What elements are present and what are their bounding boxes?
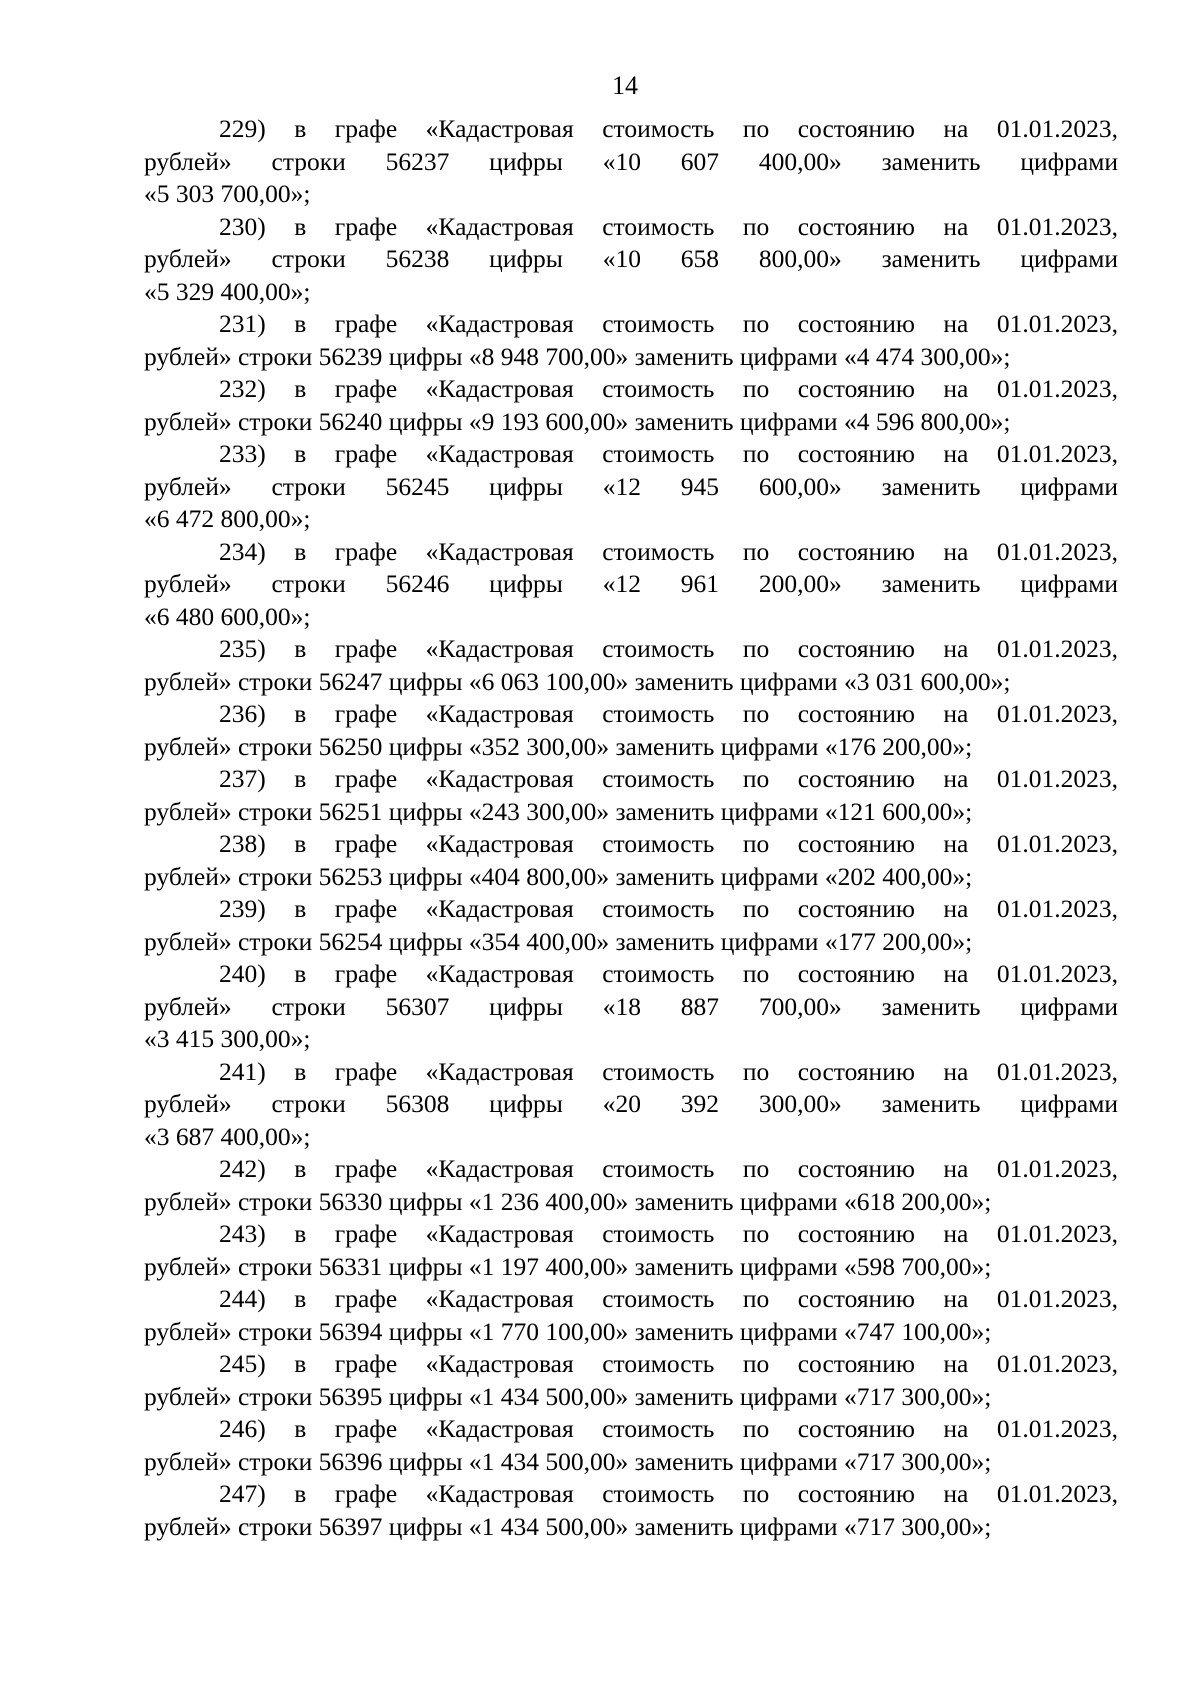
item-line: рублей» строки 56250 цифры «352 300,00» заменить цифрами «176 200,00»; bbox=[144, 731, 973, 761]
amendment-item bbox=[144, 113, 1118, 211]
item-first-line: 247) в графе «Кадастровая стоимость по состоянию на 01.01.2023, bbox=[219, 1479, 1118, 1508]
item-first-line: 236) в графе «Кадастровая стоимость по состоянию на 01.01.2023, bbox=[219, 699, 1118, 728]
amendment-item bbox=[144, 1283, 1118, 1348]
amendment-item bbox=[144, 438, 1118, 536]
amendment-item bbox=[144, 373, 1118, 438]
item-line: «6 472 800,00»; bbox=[144, 504, 311, 533]
item-first-line: 234) в графе «Кадастровая стоимость по состоянию на 01.01.2023, bbox=[219, 536, 1118, 566]
item-first-line: 242) в графе «Кадастровая стоимость по состоянию на 01.01.2023, bbox=[219, 1154, 1118, 1183]
item-line: рублей» строки 56239 цифры «8 948 700,00» заменить цифрами «4 474 300,00»; bbox=[144, 341, 1011, 371]
page-number: 14 bbox=[612, 71, 638, 100]
item-first-line: 233) в графе «Кадастровая стоимость по состоянию на 01.01.2023, bbox=[219, 439, 1118, 468]
item-line: рублей» строки 56395 цифры «1 434 500,00» заменить цифрами «717 300,00»; bbox=[144, 1381, 992, 1411]
item-line: рублей» строки 56308 цифры «20 392 300,00» заменить цифрами bbox=[144, 1089, 1118, 1118]
item-line: рублей» строки 56331 цифры «1 197 400,00» заменить цифрами «598 700,00»; bbox=[144, 1251, 992, 1281]
item-line: «3 687 400,00»; bbox=[144, 1121, 311, 1151]
amendment-item bbox=[144, 1153, 1118, 1218]
amendment-item bbox=[144, 1348, 1118, 1413]
item-line: рублей» строки 56397 цифры «1 434 500,00» заменить цифрами «717 300,00»; bbox=[144, 1511, 992, 1541]
item-line: рублей» строки 56396 цифры «1 434 500,00» заменить цифрами «717 300,00»; bbox=[144, 1446, 992, 1476]
amendment-item bbox=[144, 1056, 1118, 1154]
amendment-item bbox=[144, 1413, 1118, 1478]
item-first-line: 237) в графе «Кадастровая стоимость по состоянию на 01.01.2023, bbox=[219, 764, 1118, 793]
item-line: рублей» строки 56245 цифры «12 945 600,00» заменить цифрами bbox=[144, 471, 1118, 501]
amendment-item bbox=[144, 1218, 1118, 1283]
item-line: рублей» строки 56237 цифры «10 607 400,00» заменить цифрами bbox=[144, 146, 1118, 176]
amendment-item bbox=[144, 763, 1118, 828]
item-line: рублей» строки 56240 цифры «9 193 600,00» заменить цифрами «4 596 800,00»; bbox=[144, 406, 1011, 436]
item-line: «6 480 600,00»; bbox=[144, 601, 311, 631]
amendment-item bbox=[144, 828, 1118, 893]
item-line: «5 329 400,00»; bbox=[144, 276, 311, 306]
item-line: рублей» строки 56246 цифры «12 961 200,00» заменить цифрами bbox=[144, 569, 1118, 598]
amendment-item bbox=[144, 536, 1118, 634]
item-line: рублей» строки 56251 цифры «243 300,00» заменить цифрами «121 600,00»; bbox=[144, 796, 973, 826]
item-first-line: 245) в графе «Кадастровая стоимость по состоянию на 01.01.2023, bbox=[219, 1349, 1118, 1378]
amendment-item bbox=[144, 1478, 1118, 1543]
item-line: рублей» строки 56307 цифры «18 887 700,00» заменить цифрами bbox=[144, 991, 1118, 1021]
item-first-line: 241) в графе «Кадастровая стоимость по состоянию на 01.01.2023, bbox=[219, 1056, 1118, 1086]
item-first-line: 238) в графе «Кадастровая стоимость по состоянию на 01.01.2023, bbox=[219, 829, 1118, 858]
item-first-line: 243) в графе «Кадастровая стоимость по состоянию на 01.01.2023, bbox=[219, 1219, 1118, 1248]
item-first-line: 239) в графе «Кадастровая стоимость по состоянию на 01.01.2023, bbox=[219, 894, 1118, 923]
item-line: рублей» строки 56254 цифры «354 400,00» заменить цифрами «177 200,00»; bbox=[144, 926, 973, 956]
amendment-item bbox=[144, 633, 1118, 698]
item-line: рублей» строки 56253 цифры «404 800,00» заменить цифрами «202 400,00»; bbox=[144, 861, 973, 891]
item-line: рублей» строки 56247 цифры «6 063 100,00» заменить цифрами «3 031 600,00»; bbox=[144, 666, 1011, 696]
amendment-item bbox=[144, 893, 1118, 958]
amendment-item bbox=[144, 211, 1118, 309]
item-line: рублей» строки 56238 цифры «10 658 800,00» заменить цифрами bbox=[144, 244, 1118, 273]
item-line: «5 303 700,00»; bbox=[144, 179, 311, 208]
item-line: «3 415 300,00»; bbox=[144, 1024, 311, 1053]
item-first-line: 230) в графе «Кадастровая стоимость по состоянию на 01.01.2023, bbox=[219, 211, 1118, 241]
amendment-item bbox=[144, 698, 1118, 763]
item-line: рублей» строки 56330 цифры «1 236 400,00» заменить цифрами «618 200,00»; bbox=[144, 1186, 992, 1216]
item-line: рублей» строки 56394 цифры «1 770 100,00» заменить цифрами «747 100,00»; bbox=[144, 1316, 992, 1346]
amendment-item bbox=[144, 958, 1118, 1056]
amendment-item bbox=[144, 308, 1118, 373]
item-first-line: 244) в графе «Кадастровая стоимость по состоянию на 01.01.2023, bbox=[219, 1284, 1118, 1313]
item-first-line: 231) в графе «Кадастровая стоимость по состоянию на 01.01.2023, bbox=[219, 309, 1118, 338]
item-first-line: 229) в графе «Кадастровая стоимость по состоянию на 01.01.2023, bbox=[219, 114, 1118, 143]
item-first-line: 235) в графе «Кадастровая стоимость по состоянию на 01.01.2023, bbox=[219, 634, 1118, 663]
item-first-line: 240) в графе «Кадастровая стоимость по состоянию на 01.01.2023, bbox=[219, 959, 1118, 988]
item-first-line: 246) в графе «Кадастровая стоимость по состоянию на 01.01.2023, bbox=[219, 1414, 1118, 1443]
document-body bbox=[144, 113, 1118, 1543]
item-first-line: 232) в графе «Кадастровая стоимость по состоянию на 01.01.2023, bbox=[219, 374, 1118, 403]
